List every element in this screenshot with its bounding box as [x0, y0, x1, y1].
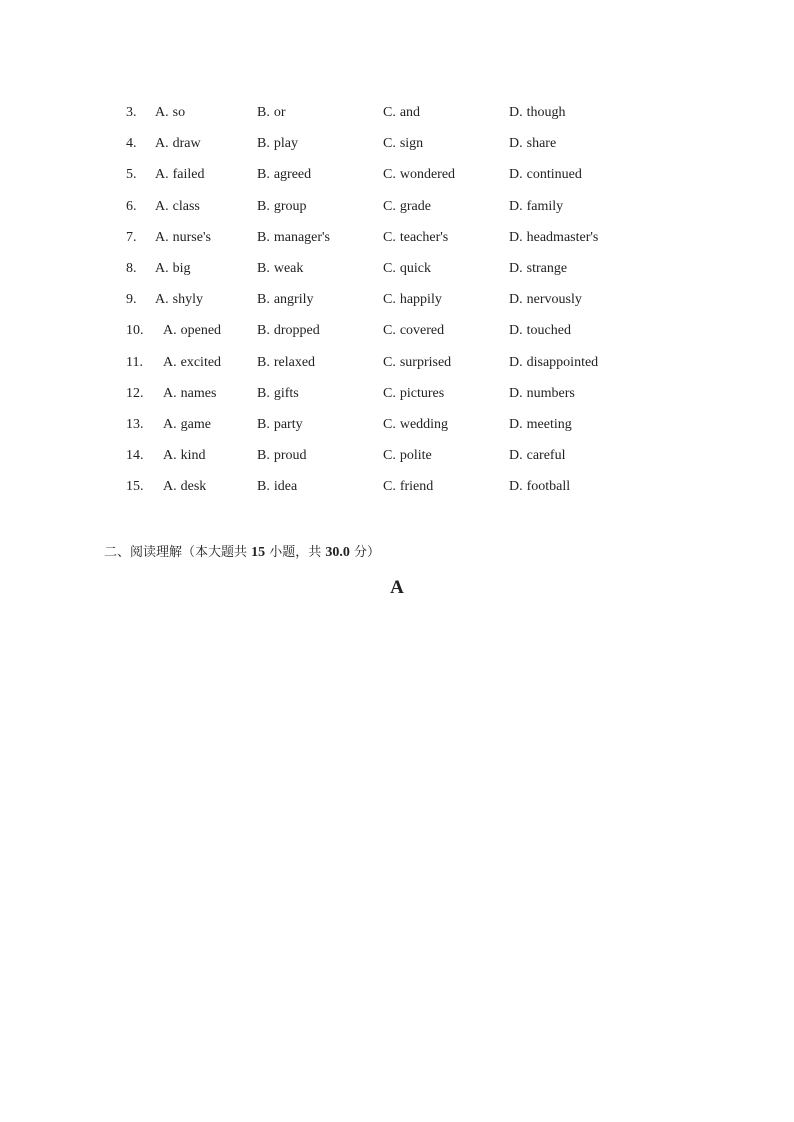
option-text: polite — [399, 448, 432, 464]
section-question-count: 15 — [251, 545, 266, 560]
option-b — [257, 291, 314, 309]
passage-label: A — [390, 577, 404, 598]
option-a — [163, 478, 206, 496]
option-b — [257, 135, 298, 153]
option-letter: A. — [163, 448, 177, 464]
question-row — [0, 229, 794, 260]
option-text: gifts — [273, 385, 299, 401]
question-row — [0, 260, 794, 291]
option-text: party — [273, 416, 303, 432]
option-d — [509, 416, 572, 434]
option-text: angrily — [273, 292, 314, 308]
question-row — [0, 385, 794, 416]
option-letter: D. — [509, 105, 523, 120]
question-row — [0, 478, 794, 509]
option-letter: C. — [383, 136, 396, 152]
option-text: so — [172, 105, 186, 120]
option-text: happily — [399, 292, 442, 308]
option-letter: A. — [155, 260, 169, 276]
question-number: 8. — [126, 260, 137, 276]
option-letter: A. — [155, 229, 169, 245]
option-text: dropped — [273, 323, 320, 339]
option-letter: D. — [509, 385, 523, 401]
option-text: football — [526, 479, 571, 495]
option-c — [383, 354, 451, 372]
option-letter: C. — [383, 260, 396, 276]
option-d — [509, 354, 598, 372]
option-text: game — [180, 416, 211, 432]
option-text: friend — [399, 479, 434, 495]
option-text: share — [526, 136, 557, 152]
option-text: wedding — [399, 416, 449, 432]
option-text: class — [172, 198, 200, 214]
option-b — [257, 198, 307, 216]
option-text: careful — [526, 448, 566, 464]
option-a — [163, 385, 216, 403]
option-b — [257, 354, 315, 372]
question-number: 5. — [126, 167, 137, 183]
question-row — [0, 291, 794, 322]
option-c — [383, 291, 442, 309]
question-number: 7. — [126, 229, 137, 245]
option-letter: A. — [155, 198, 169, 214]
option-letter: C. — [383, 167, 396, 183]
option-letter: D. — [509, 354, 523, 370]
option-letter: B. — [257, 385, 270, 401]
option-d — [509, 135, 556, 153]
option-letter: C. — [383, 354, 396, 370]
option-letter: B. — [257, 292, 270, 308]
question-number: 13. — [126, 416, 144, 432]
option-letter: D. — [509, 167, 523, 183]
option-text: big — [172, 260, 191, 276]
option-a — [155, 229, 211, 247]
option-a — [163, 354, 221, 372]
option-a — [155, 198, 200, 216]
option-d — [509, 322, 571, 340]
question-number: 14. — [126, 448, 144, 464]
option-letter: C. — [383, 292, 396, 308]
option-text: touched — [526, 323, 571, 339]
option-letter: A. — [155, 167, 169, 183]
option-b — [257, 260, 303, 278]
question-row — [0, 198, 794, 229]
section-heading-middle: 小题，共 — [265, 545, 326, 560]
option-letter: D. — [509, 479, 523, 495]
option-b — [257, 322, 320, 340]
option-letter: B. — [257, 229, 270, 245]
option-c — [383, 260, 431, 278]
option-c — [383, 478, 433, 496]
option-letter: C. — [383, 385, 396, 401]
option-letter: C. — [383, 416, 396, 432]
question-row — [0, 447, 794, 478]
option-text: idea — [273, 479, 298, 495]
option-letter: D. — [509, 416, 523, 432]
option-text: covered — [399, 323, 445, 339]
question-row — [0, 135, 794, 166]
option-a — [155, 291, 203, 309]
option-b — [257, 385, 299, 403]
option-d — [509, 166, 582, 184]
option-letter: A. — [155, 292, 169, 308]
option-text: headmaster's — [526, 229, 599, 245]
option-c — [383, 322, 444, 340]
option-text: shyly — [172, 292, 203, 308]
option-text: draw — [172, 136, 201, 152]
option-text: play — [273, 136, 298, 152]
option-text: quick — [399, 260, 431, 276]
option-a — [155, 135, 201, 153]
option-letter: A. — [163, 385, 177, 401]
option-text: opened — [180, 323, 222, 339]
option-text: strange — [526, 260, 568, 276]
option-text: agreed — [273, 167, 312, 183]
option-c — [383, 135, 423, 153]
option-letter: B. — [257, 260, 270, 276]
option-text: weak — [273, 260, 304, 276]
option-text: family — [526, 198, 564, 214]
option-text: meeting — [526, 416, 572, 432]
option-text: excited — [180, 354, 222, 370]
option-letter: B. — [257, 416, 270, 432]
option-letter: A. — [163, 354, 177, 370]
option-c — [383, 166, 455, 184]
option-letter: C. — [383, 229, 396, 245]
option-a — [163, 416, 211, 434]
option-text: wondered — [399, 167, 456, 183]
option-letter: C. — [383, 105, 396, 120]
option-d — [509, 198, 563, 216]
option-text: group — [273, 198, 307, 214]
section-score: 30.0 — [325, 545, 350, 560]
option-text: surprised — [399, 354, 452, 370]
option-letter: B. — [257, 136, 270, 152]
question-number: 3. — [126, 105, 137, 120]
option-text: desk — [180, 479, 207, 495]
option-b — [257, 447, 307, 465]
option-a — [163, 322, 221, 340]
option-letter: B. — [257, 479, 270, 495]
option-c — [383, 198, 431, 216]
option-text: pictures — [399, 385, 445, 401]
option-text: nurse's — [172, 229, 211, 245]
question-row — [0, 104, 794, 135]
option-letter: A. — [163, 323, 177, 339]
option-d — [509, 104, 566, 122]
option-letter: D. — [509, 260, 523, 276]
option-letter: B. — [257, 448, 270, 464]
section-heading-reading — [104, 541, 380, 561]
question-number: 11. — [126, 354, 143, 370]
option-letter: D. — [509, 292, 523, 308]
option-text: failed — [172, 167, 205, 183]
question-number: 10. — [126, 323, 144, 339]
question-number: 4. — [126, 136, 137, 152]
option-b — [257, 166, 311, 184]
option-text: relaxed — [273, 354, 316, 370]
option-letter: B. — [257, 354, 270, 370]
option-letter: A. — [163, 479, 177, 495]
option-letter: D. — [509, 323, 523, 339]
option-c — [383, 416, 448, 434]
option-letter: D. — [509, 448, 523, 464]
option-letter: B. — [257, 198, 270, 214]
option-text: kind — [180, 448, 206, 464]
option-c — [383, 447, 432, 465]
option-text: and — [399, 105, 421, 120]
option-letter: A. — [163, 416, 177, 432]
option-a — [155, 104, 185, 122]
option-c — [383, 229, 448, 247]
option-text: grade — [399, 198, 431, 214]
option-b — [257, 478, 297, 496]
question-number: 6. — [126, 198, 137, 214]
option-d — [509, 447, 565, 465]
option-letter: A. — [155, 136, 169, 152]
option-a — [155, 166, 205, 184]
option-text: numbers — [526, 385, 575, 401]
question-number: 15. — [126, 479, 144, 495]
option-letter: B. — [257, 167, 270, 183]
option-text: nervously — [526, 292, 582, 308]
option-text: names — [180, 385, 217, 401]
option-letter: C. — [383, 323, 396, 339]
option-c — [383, 385, 444, 403]
option-b — [257, 416, 303, 434]
question-row — [0, 354, 794, 385]
option-text: or — [273, 105, 286, 120]
option-text: disappointed — [526, 354, 599, 370]
option-letter: B. — [257, 105, 270, 120]
option-letter: B. — [257, 323, 270, 339]
option-a — [155, 260, 191, 278]
option-d — [509, 478, 570, 496]
option-text: though — [526, 105, 566, 120]
question-row — [0, 166, 794, 197]
option-d — [509, 385, 575, 403]
question-number: 12. — [126, 385, 144, 401]
option-text: proud — [273, 448, 307, 464]
question-number: 9. — [126, 292, 137, 308]
option-text: sign — [399, 136, 424, 152]
question-row — [0, 322, 794, 353]
option-letter: D. — [509, 198, 523, 214]
option-letter: D. — [509, 136, 523, 152]
question-row — [0, 416, 794, 447]
section-heading-suffix: 分） — [349, 545, 381, 560]
option-b — [257, 104, 286, 122]
option-text: continued — [526, 167, 582, 183]
section-heading-prefix: 二、阅读理解（本大题共 — [104, 545, 252, 560]
option-c — [383, 104, 420, 122]
option-letter: D. — [509, 229, 523, 245]
option-letter: C. — [383, 198, 396, 214]
option-text: teacher's — [399, 229, 449, 245]
option-letter: C. — [383, 479, 396, 495]
option-letter: A. — [155, 105, 169, 120]
option-letter: C. — [383, 448, 396, 464]
option-d — [509, 291, 582, 309]
option-b — [257, 229, 330, 247]
option-d — [509, 260, 567, 278]
option-a — [163, 447, 206, 465]
option-d — [509, 229, 598, 247]
question-list — [0, 104, 794, 509]
option-text: manager's — [273, 229, 331, 245]
